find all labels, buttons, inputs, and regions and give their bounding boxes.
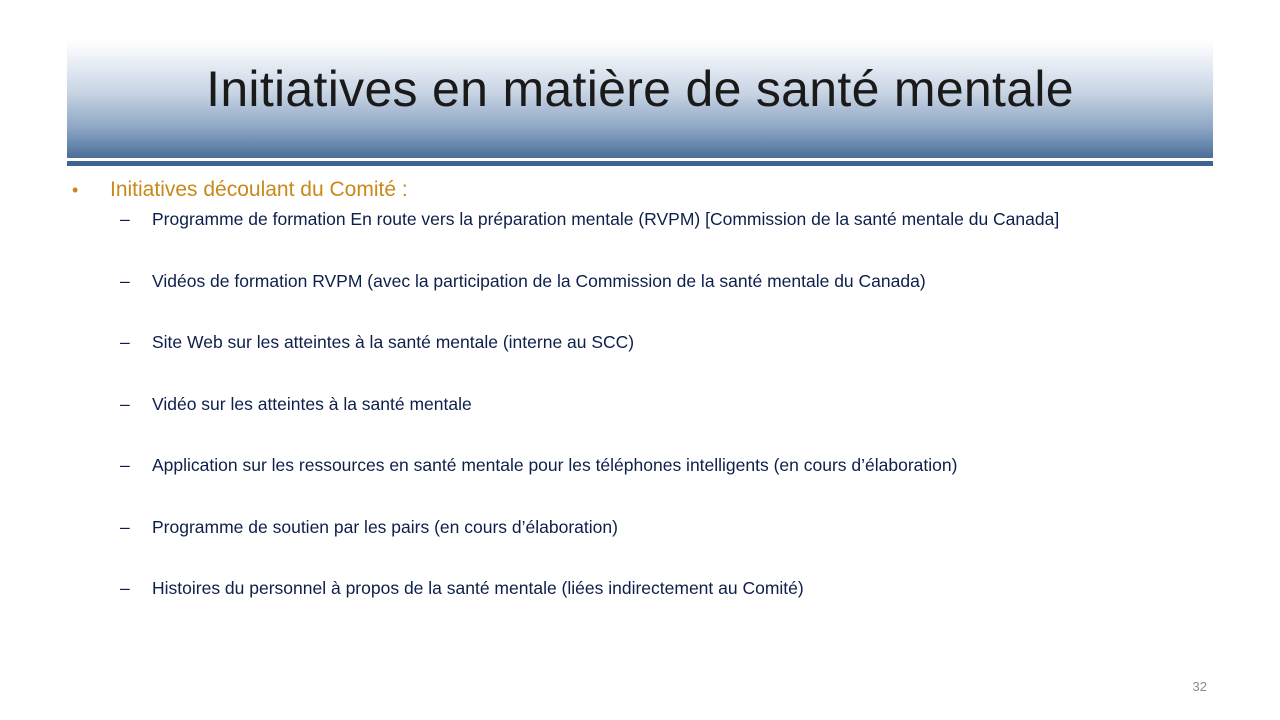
- bullet-marker: •: [72, 179, 79, 200]
- dash-marker: –: [120, 270, 130, 291]
- sub-item-list: [120, 209, 1059, 640]
- slide-title: Initiatives en matière de santé mentale: [206, 61, 1074, 117]
- dash-marker: –: [120, 209, 130, 229]
- page-number: 32: [1192, 679, 1207, 694]
- list-item-text: Vidéos de formation RVPM (avec la participation de la Commission de la santé mentale du Canada): [152, 270, 926, 291]
- title-divider: [67, 161, 1213, 166]
- main-bullet-text: Initiatives découlant du Comité :: [110, 178, 408, 201]
- title-banner: [67, 38, 1213, 158]
- list-item-text: Vidéo sur les atteintes à la santé mentale: [152, 393, 472, 414]
- main-bullet: [72, 175, 408, 205]
- list-item: [120, 271, 1059, 333]
- dash-marker: –: [120, 455, 130, 475]
- dash-marker: –: [120, 332, 130, 352]
- list-item: [120, 517, 1059, 579]
- list-item-text: Histoires du personnel à propos de la santé mentale (liées indirectement au Comité): [152, 578, 804, 598]
- list-item-text: Programme de formation En route vers la préparation mentale (RVPM) [Commission de la santé mentale du Canada]: [152, 209, 1060, 229]
- dash-marker: –: [120, 393, 130, 414]
- list-item: [120, 332, 1059, 394]
- list-item-text: Programme de soutien par les pairs (en cours d’élaboration): [152, 516, 618, 537]
- list-item-text: Site Web sur les atteintes à la santé mentale (interne au SCC): [152, 332, 635, 352]
- list-item: [120, 394, 1059, 456]
- dash-marker: –: [120, 578, 130, 598]
- list-item: [120, 578, 1059, 640]
- dash-marker: –: [120, 516, 130, 537]
- list-item: [120, 455, 1059, 517]
- list-item-text: Application sur les ressources en santé mentale pour les téléphones intelligents (en cours d’élaboration): [152, 455, 958, 475]
- list-item: [120, 209, 1059, 271]
